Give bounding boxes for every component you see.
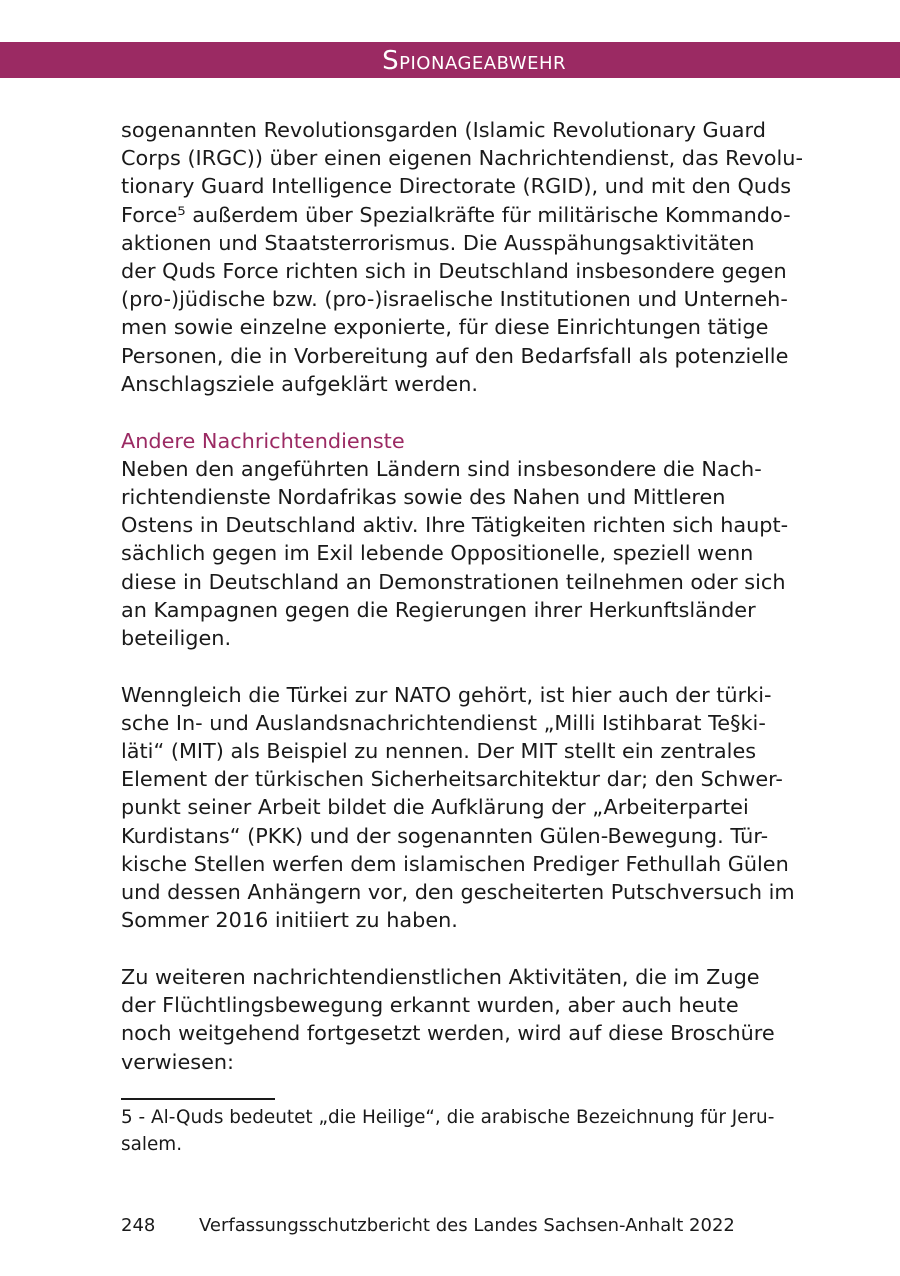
text-line: sogenannten Revolutionsgarden (Islamic Revolutionary Guard: [121, 118, 766, 142]
paragraph-spacer: [121, 398, 781, 427]
text-line: Sommer 2016 initiiert zu haben.: [121, 908, 458, 933]
text-line: noch weitgehend fortgesetzt werden, wird auf diese Broschüre: [121, 1021, 775, 1046]
text-line: diese in Deutschland an Demonstrationen teilnehmen oder sich: [121, 569, 786, 594]
publication-title: Verfassungsschutzbericht des Landes Sachsen-Anhalt 2022: [199, 1215, 735, 1236]
text-line: läti“ (MIT) als Beispiel zu nennen. Der MIT stellt ein zentrales: [121, 739, 757, 764]
text-line: richtendienste Nordafrikas sowie des Nahen und Mittleren: [121, 484, 726, 509]
text-line: Force⁵ außerdem über Spezialkräfte für militärische Kommando-: [121, 202, 791, 227]
text-line: der Quds Force richten sich in Deutschland insbesondere gegen: [121, 259, 787, 284]
paragraph-spacer: [121, 934, 781, 963]
text-line: sächlich gegen im Exil lebende Oppositionelle, speziell wenn: [121, 541, 754, 566]
text-line: Anschlagsziele aufgeklärt werden.: [121, 371, 478, 396]
footnote-line: salem.: [121, 1134, 183, 1155]
section-heading: Andere Nachrichtendienste: [121, 428, 405, 453]
text-line: Ostens in Deutschland aktiv. Ihre Tätigkeiten richten sich haupt-: [121, 513, 789, 538]
body-paragraph: [121, 681, 795, 935]
text-line: Corps (IRGC)) über einen eigenen Nachrichtendienst, das Revolu-: [121, 146, 803, 171]
text-line: men sowie einzelne exponierte, für diese Einrichtungen tätige: [121, 315, 769, 340]
text-line: Kurdistans“ (PKK) und der sogenannten Gülen-Bewegung. Tür-: [121, 823, 769, 848]
section-title: Spionageabwehr: [382, 46, 566, 76]
text-line: kische Stellen werfen dem islamischen Prediger Fethullah Gülen: [121, 851, 789, 876]
main-content: [121, 116, 803, 1076]
footnote: [121, 1104, 801, 1158]
text-line: Neben den angeführten Ländern sind insbesondere die Nach-: [121, 456, 762, 481]
text-line: beteiligen.: [121, 625, 232, 650]
text-line: Wenngleich die Türkei zur NATO gehört, ist hier auch der türki-: [121, 682, 772, 707]
section-header-band: [0, 42, 900, 78]
text-line: Zu weiteren nachrichtendienstlichen Aktivitäten, die im Zuge: [121, 964, 760, 989]
text-line: sche In- und Auslandsnachrichtendienst „Milli Istihbarat Te§ki-: [121, 710, 766, 735]
footnote-line: 5 - Al-Quds bedeutet „die Heilige“, die arabische Bezeichnung für Jeru-: [121, 1107, 775, 1128]
body-paragraph: [121, 963, 781, 1076]
paragraph-spacer: [121, 652, 781, 681]
body-paragraph: [121, 455, 789, 652]
text-line: tionary Guard Intelligence Directorate (RGID), und mit den Quds: [121, 174, 792, 199]
page-number: 248: [121, 1215, 156, 1236]
footnote-divider: [121, 1098, 275, 1100]
intro-paragraph: [121, 116, 803, 398]
text-line: (pro-)jüdische bzw. (pro-)israelische Institutionen und Unterneh-: [121, 287, 788, 312]
text-line: punkt seiner Arbeit bildet die Aufklärung der „Arbeiterpartei: [121, 795, 749, 820]
text-line: Element der türkischen Sicherheitsarchitektur dar; den Schwer-: [121, 767, 783, 792]
page-footer: [121, 1213, 735, 1239]
text-line: aktionen und Staatsterrorismus. Die Ausspähungsaktivitäten: [121, 230, 755, 255]
text-line: Personen, die in Vorbereitung auf den Bedarfsfall als potenzielle: [121, 343, 789, 368]
text-line: verwiesen:: [121, 1049, 235, 1074]
text-line: an Kampagnen gegen die Regierungen ihrer Herkunftsländer: [121, 597, 756, 622]
text-line: und dessen Anhängern vor, den gescheiterten Putschversuch im: [121, 880, 795, 905]
text-line: der Flüchtlingsbewegung erkannt wurden, aber auch heute: [121, 993, 739, 1018]
